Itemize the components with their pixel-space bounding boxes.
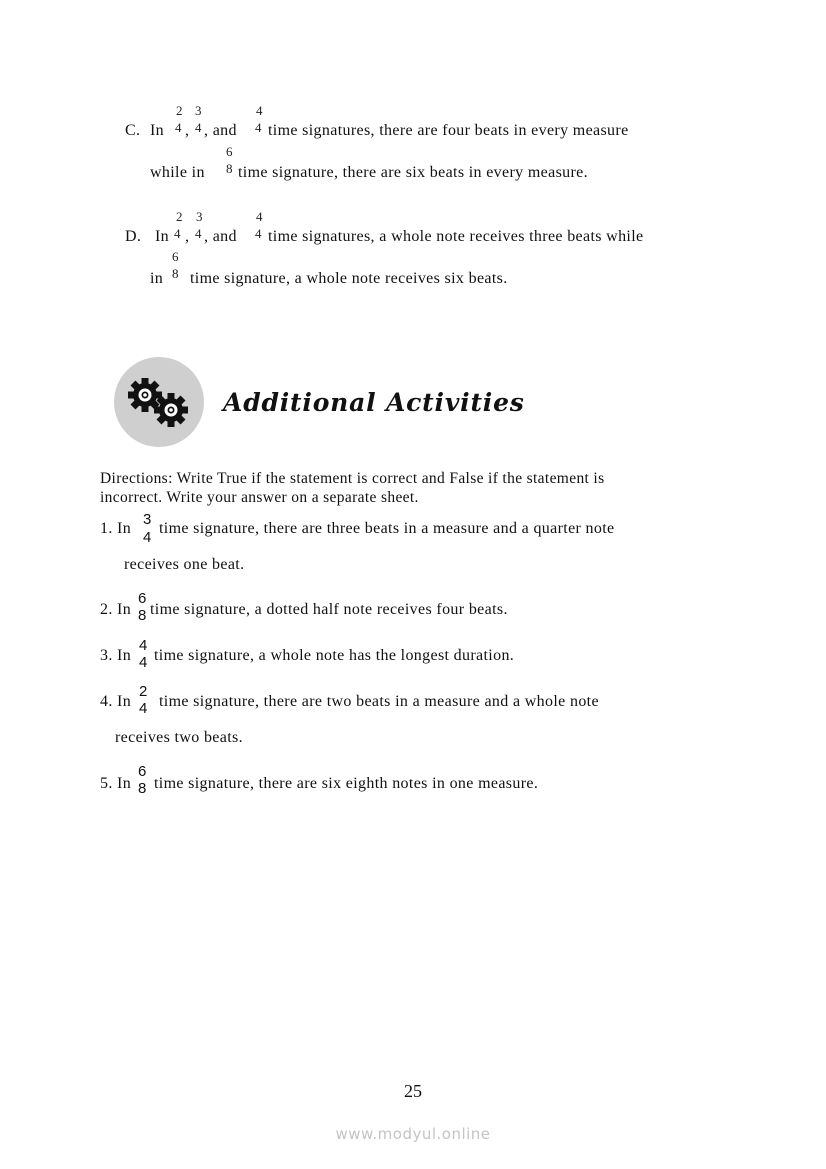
time-sig-denominator: 4 [195,120,202,135]
time-sig-denominator: 8 [226,161,233,176]
time-sig-denominator: 4 [139,700,148,717]
time-sig-numerator: 6 [172,249,179,264]
gears-icon [114,357,204,447]
page-number: 25 [404,1081,422,1101]
time-sig-numerator: 4 [139,637,148,654]
time-sig-denominator: 8 [172,266,179,281]
item-text-continued: receives two beats. [115,729,243,746]
choice-lead: In [150,122,165,139]
choice-text: time signature, a whole note receives six beats. [190,270,508,287]
time-sig-denominator: 8 [138,780,147,797]
choice-text: time signature, there are six beats in every measure. [238,164,588,181]
time-sig-numerator: 4 [256,103,263,118]
separator: , [185,228,190,245]
time-sig-denominator: 4 [143,529,152,546]
choice-label: D. [125,228,142,245]
item-text: time signature, there are two beats in a measure and a whole note [159,693,599,710]
time-sig-numerator: 2 [176,209,183,224]
separator: , and [204,228,237,245]
item-label: 3. In [100,647,132,664]
time-sig-denominator: 4 [195,226,202,241]
time-sig-denominator: 8 [138,607,147,624]
time-sig-numerator: 6 [226,144,233,159]
time-sig-numerator: 2 [176,103,183,118]
choice-lead: in [150,270,164,287]
choice-text: time signatures, a whole note receives three beats while [268,228,644,245]
watermark: www.modyul.online [335,1125,491,1143]
time-sig-numerator: 6 [138,763,147,780]
time-sig-numerator: 2 [139,683,148,700]
item-label: 5. In [100,775,132,792]
choice-lead: In [155,228,170,245]
separator: , and [204,122,237,139]
time-sig-denominator: 4 [175,120,182,135]
directions-line: incorrect. Write your answer on a separate sheet. [100,489,419,506]
time-sig-numerator: 3 [143,511,152,528]
directions-line: Directions: Write True if the statement is correct and False if the statement is [100,470,605,487]
item-text: time signature, a whole note has the longest duration. [154,647,515,664]
separator: , [185,122,190,139]
choice-label: C. [125,122,141,139]
section-title: Additional Activities [223,388,525,417]
item-label: 2. In [100,601,132,618]
time-sig-denominator: 4 [255,226,262,241]
item-text: time signature, there are six eighth notes in one measure. [154,775,539,792]
item-text-continued: receives one beat. [124,556,245,573]
item-text: time signature, a dotted half note receives four beats. [150,601,508,618]
time-sig-denominator: 4 [255,120,262,135]
item-label: 4. In [100,693,132,710]
choice-lead: while in [150,164,205,181]
time-sig-numerator: 4 [256,209,263,224]
time-sig-numerator: 3 [196,209,203,224]
time-sig-numerator: 3 [195,103,202,118]
time-sig-denominator: 4 [174,226,181,241]
time-sig-denominator: 4 [139,654,148,671]
item-text: time signature, there are three beats in a measure and a quarter note [159,520,615,537]
time-sig-numerator: 6 [138,590,147,607]
item-label: 1. In [100,520,132,537]
choice-text: time signatures, there are four beats in every measure [268,122,629,139]
